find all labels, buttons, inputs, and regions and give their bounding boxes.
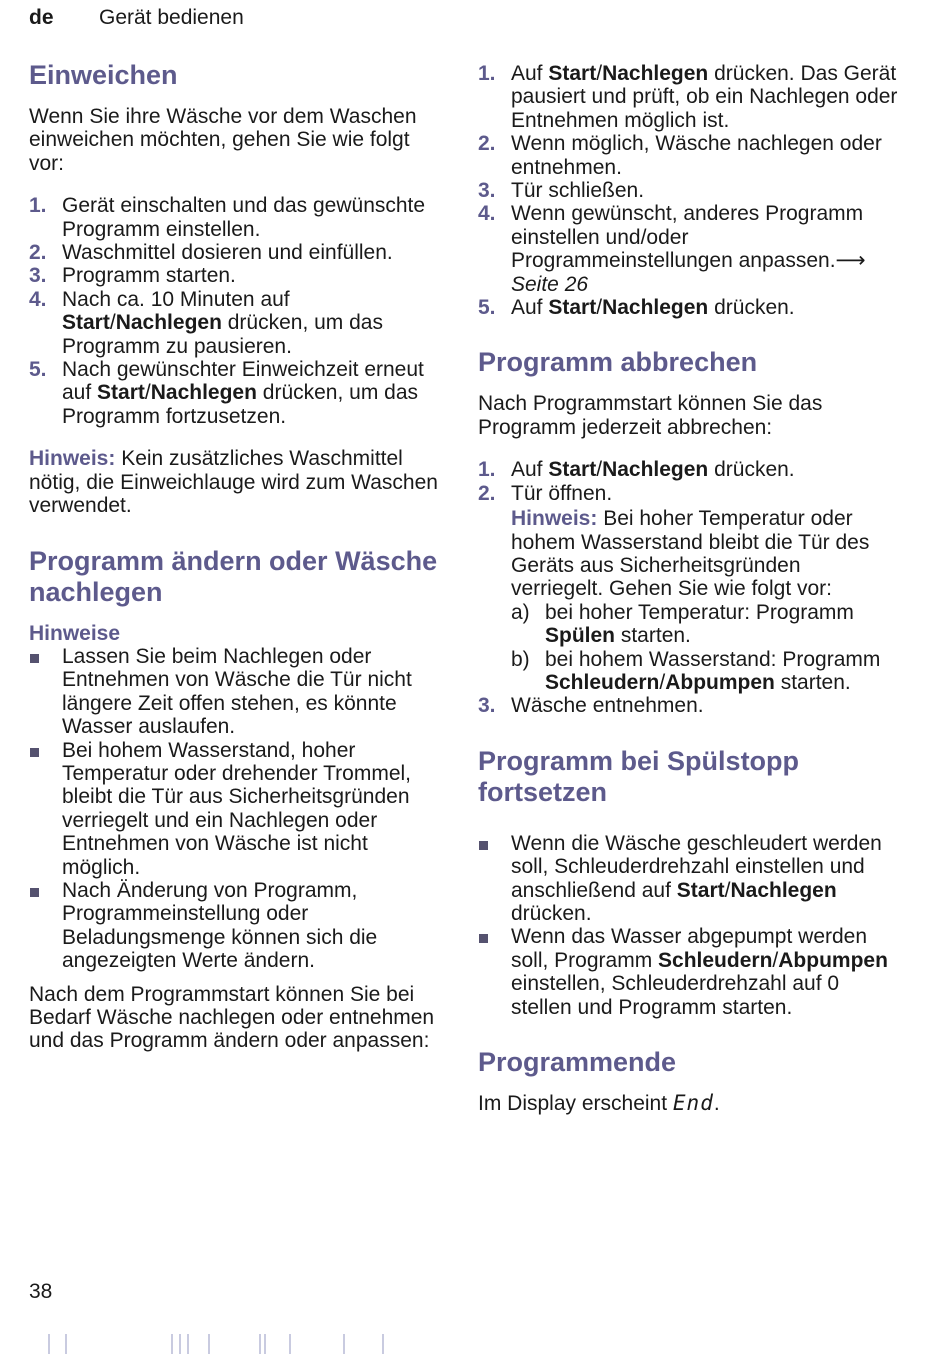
step-text: Gerät einschalten und das gewünschte Programm einstellen. — [62, 194, 426, 241]
step-number: 1. — [478, 62, 496, 85]
print-mark — [259, 1334, 261, 1354]
bullet-text: Wenn das Wasser abgepumpt werden soll, Programm — [511, 925, 868, 972]
button-name-nachlegen: Nachlegen — [150, 381, 257, 405]
list-item — [511, 601, 898, 648]
button-name-nachlegen: Nachlegen — [730, 878, 837, 902]
list-item — [29, 194, 439, 241]
arrow-right-icon: ⟶ — [835, 249, 866, 273]
bullet-square-icon — [479, 841, 488, 850]
list-item — [29, 645, 439, 739]
print-mark — [264, 1334, 266, 1354]
step-text: drücken, um das Programm fortzusetzen. — [62, 381, 419, 428]
button-name-start: Start — [676, 878, 725, 902]
step-text: Programm starten. — [62, 264, 236, 288]
step-text: drücken, um das Programm zu pausieren. — [62, 311, 383, 358]
body-text: . — [713, 1092, 720, 1115]
step-text: drücken. — [708, 458, 795, 482]
separator: / — [596, 62, 603, 85]
separator: / — [659, 670, 666, 694]
substep-letter: a) — [511, 600, 530, 624]
button-name-start: Start — [548, 458, 597, 482]
print-mark — [187, 1334, 189, 1354]
print-mark — [208, 1334, 210, 1354]
heading-programmende: Programmende — [478, 1047, 677, 1077]
step-text: Auf — [511, 62, 549, 85]
body-text: Im Display erscheint — [478, 1092, 673, 1115]
print-mark — [382, 1334, 384, 1354]
bullet-text: Wenn die Wäsche geschleudert werden soll, Schleuderdrehzahl einstellen und anschließend auf — [511, 831, 882, 902]
button-name-start: Start — [548, 296, 597, 320]
list-item — [478, 179, 898, 202]
display-readout: End — [672, 1091, 714, 1115]
program-name-spuelen: Spülen — [545, 624, 616, 648]
bullet-text: Nach Änderung von Programm, Programmeinstellung oder Beladungsmenge können sich die angezeigten Werte ändern. — [62, 878, 378, 973]
spuelstopp-list — [478, 832, 898, 1019]
step-number: 4. — [29, 287, 47, 311]
button-name-nachlegen: Nachlegen — [602, 458, 709, 482]
einweichen-intro: Wenn Sie ihre Wäsche vor dem Waschen einweichen möchten, gehen Sie wie folgt vor: — [29, 105, 417, 175]
print-mark — [65, 1334, 67, 1354]
nachlegen-steps — [478, 62, 898, 319]
separator: / — [596, 458, 603, 482]
list-item — [478, 482, 898, 695]
section-title: Gerät bedienen — [99, 6, 244, 29]
print-mark — [343, 1334, 345, 1354]
step-number: 3. — [29, 264, 47, 288]
page-header — [29, 6, 244, 30]
program-name-abpumpen: Abpumpen — [778, 948, 888, 972]
button-name-start: Start — [62, 311, 110, 335]
step-number: 2. — [29, 241, 47, 265]
notes-heading: Hinweise — [29, 621, 121, 645]
abbrechen-intro: Nach Programmstart können Sie das Programm jederzeit abbrechen: — [478, 392, 823, 439]
list-item — [29, 739, 439, 879]
separator: / — [596, 296, 603, 320]
print-mark — [289, 1334, 291, 1354]
step-text: Waschmittel dosieren und einfüllen. — [62, 241, 393, 265]
abbrechen-substeps — [511, 601, 898, 695]
step-text: Auf — [511, 458, 549, 482]
list-item — [478, 296, 898, 319]
bullet-text: einstellen, Schleuderdrehzahl auf 0 stellen und Programm starten. — [511, 972, 840, 1019]
left-column — [29, 60, 439, 1053]
note-label: Hinweis: — [511, 507, 598, 531]
heading-programm-abbrechen: Programm abbrechen — [478, 347, 758, 378]
substep-text: starten. — [615, 624, 691, 648]
substep-text: bei hoher Temperatur: Programm — [545, 600, 854, 624]
list-item — [29, 241, 439, 264]
print-mark — [171, 1334, 173, 1354]
step-text: drücken. — [708, 296, 795, 320]
list-item — [478, 458, 898, 481]
button-name-nachlegen: Nachlegen — [602, 296, 709, 320]
step-text: Wenn möglich, Wäsche nachlegen oder entnehmen. — [511, 132, 882, 179]
abbrechen-note — [511, 507, 898, 601]
step-number: 4. — [478, 202, 496, 226]
print-mark — [179, 1334, 181, 1354]
separator: / — [724, 878, 731, 902]
separator: / — [144, 381, 151, 405]
aendern-outro: Nach dem Programmstart können Sie bei Bedarf Wäsche nachlegen oder entnehmen und das Programm ändern oder anpassen: — [29, 982, 435, 1053]
abbrechen-steps — [478, 458, 898, 717]
substep-letter: b) — [511, 647, 530, 671]
step-number: 2. — [478, 132, 496, 156]
step-text: Auf — [511, 296, 549, 320]
step-text: Wäsche entnehmen. — [511, 694, 704, 718]
program-name-schleudern: Schleudern — [545, 670, 660, 694]
language-code: de — [29, 6, 54, 29]
bullet-square-icon — [479, 934, 488, 943]
step-text: Nach ca. 10 Minuten auf — [62, 287, 290, 311]
list-item — [478, 202, 898, 296]
list-item — [478, 132, 898, 179]
note-label: Hinweis: — [29, 447, 116, 471]
step-text: Wenn gewünscht, anderes Programm einstellen und/oder Programmeinstellungen anpassen. — [511, 202, 864, 273]
separator: / — [109, 311, 116, 335]
step-text: drücken. Das Gerät pausiert und prüft, ob ein Nachlegen oder Entnehmen möglich ist. — [511, 62, 898, 132]
note-text: Bei hoher Temperatur oder hohem Wasserstand bleibt die Tür des Geräts aus Sicherheitsgründen verriegelt. Gehen Sie wie folgt vor: — [511, 507, 870, 601]
button-name-nachlegen: Nachlegen — [602, 62, 709, 85]
heading-programm-aendern: Programm ändern oder Wäsche nachlegen — [29, 545, 438, 607]
print-mark — [48, 1334, 50, 1354]
bullet-text: Bei hohem Wasserstand, hoher Temperatur oder drehender Trommel, bleibt die Tür aus Sicherheitsgründen verriegelt und ein Nachlegen oder Entnehmen von Wäsche ist nicht möglich. — [62, 738, 411, 879]
program-name-schleudern: Schleudern — [658, 948, 773, 972]
list-item — [29, 264, 439, 287]
heading-einweichen: Einweichen — [29, 60, 178, 90]
step-text: Tür öffnen. — [511, 481, 613, 505]
step-number: 1. — [478, 458, 496, 482]
list-item — [478, 832, 898, 926]
list-item — [29, 288, 439, 358]
step-text: Nach gewünschter Einweichzeit erneut auf — [62, 358, 424, 405]
einweichen-note — [29, 447, 439, 517]
note-text: Kein zusätzliches Waschmittel nötig, die Einweichlauge wird zum Waschen verwendet. — [29, 447, 438, 518]
step-text: Tür schließen. — [511, 179, 645, 203]
list-item — [29, 879, 439, 973]
bullet-text: Lassen Sie beim Nachlegen oder Entnehmen von Wäsche die Tür nicht längere Zeit offen stehen, es könnte Wasser auslaufen. — [62, 644, 412, 739]
programmende-text — [478, 1092, 898, 1115]
step-number: 3. — [478, 179, 496, 203]
heading-spuelstopp: Programm bei Spülstopp fortsetzen — [478, 745, 800, 807]
step-number: 2. — [478, 481, 496, 505]
button-name-start: Start — [97, 381, 145, 405]
program-name-abpumpen: Abpumpen — [665, 670, 775, 694]
einweichen-steps — [29, 194, 439, 428]
step-number: 1. — [29, 194, 47, 218]
right-column — [478, 62, 898, 1115]
list-item — [478, 925, 898, 1019]
aendern-notes-list — [29, 645, 439, 973]
list-item — [29, 358, 439, 428]
substep-text: starten. — [774, 670, 851, 694]
step-number: 3. — [478, 694, 496, 718]
step-number: 5. — [29, 358, 47, 382]
button-name-nachlegen: Nachlegen — [115, 311, 222, 335]
list-item — [478, 62, 898, 132]
substep-text: bei hohem Wasserstand: Programm — [545, 647, 881, 671]
separator: / — [772, 948, 779, 972]
list-item — [478, 694, 898, 717]
bullet-square-icon — [30, 654, 39, 663]
page-number: 38 — [29, 1280, 53, 1303]
bullet-text: drücken. — [511, 901, 592, 925]
step-number: 5. — [478, 296, 496, 320]
list-item — [511, 648, 898, 695]
page-reference-link[interactable]: Seite 26 — [511, 272, 589, 296]
bullet-square-icon — [30, 888, 39, 897]
bullet-square-icon — [30, 748, 39, 757]
button-name-start: Start — [548, 62, 597, 85]
